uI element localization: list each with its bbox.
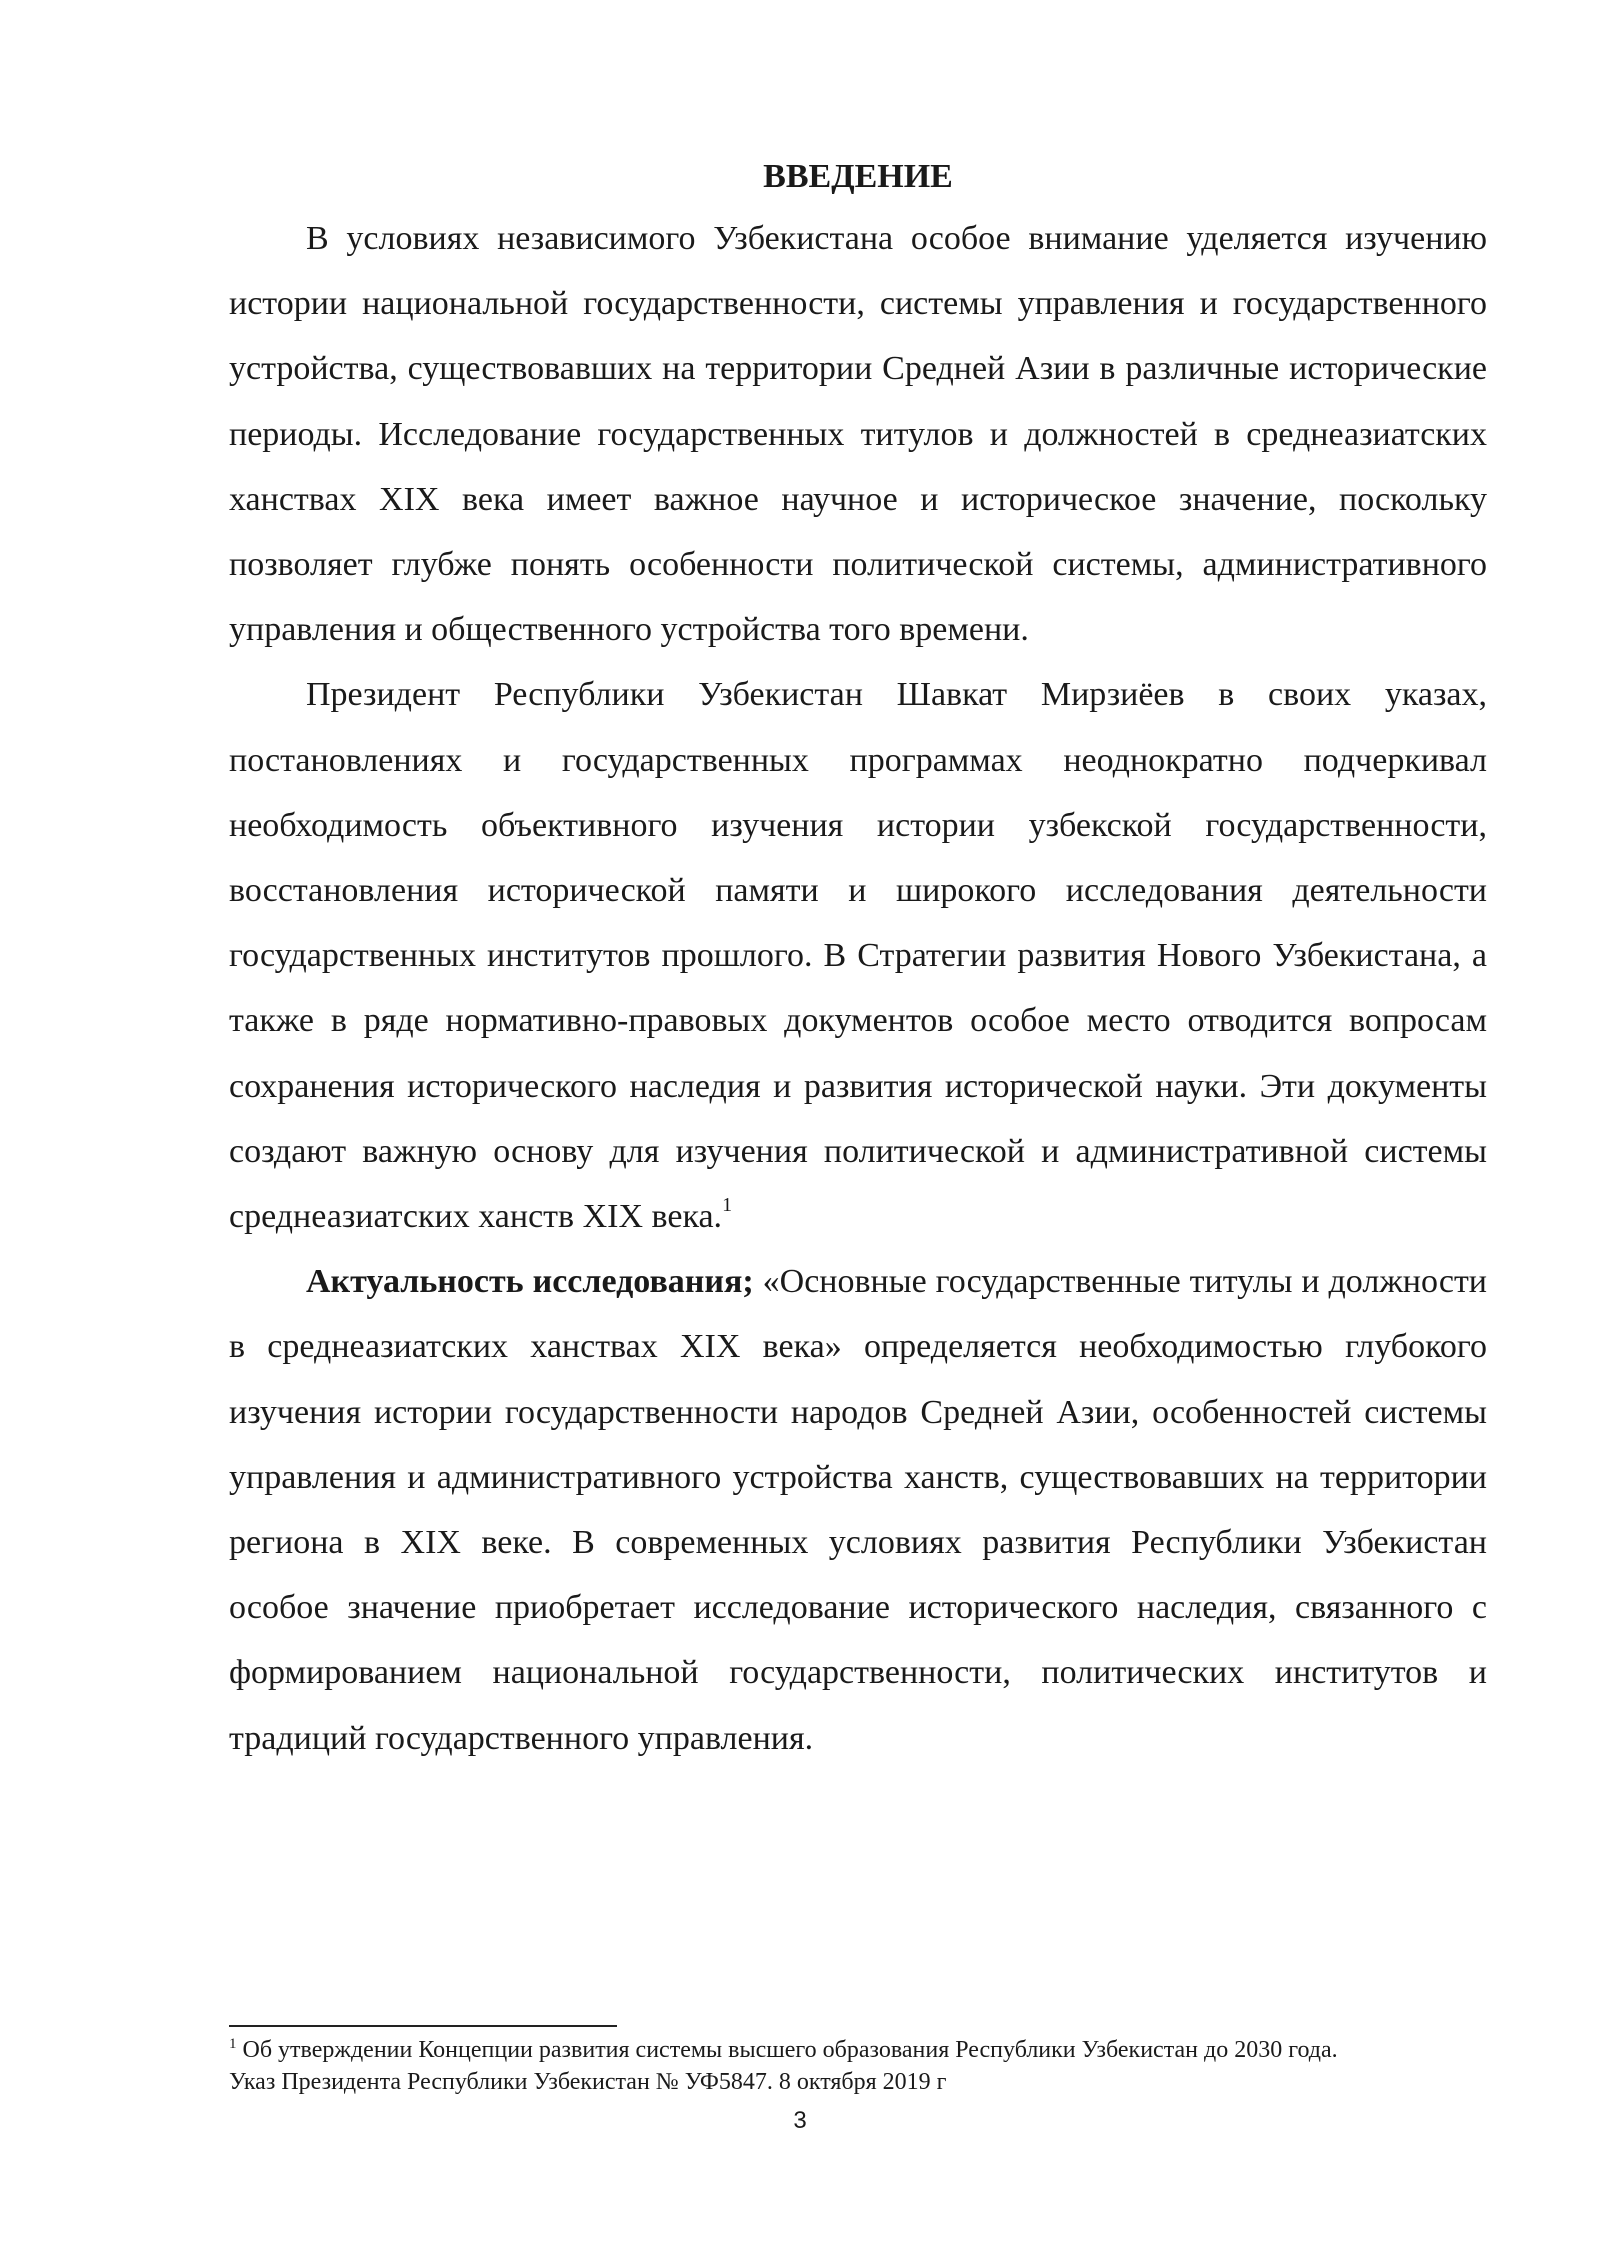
body-text: [229, 148, 1487, 1771]
paragraph-relevance: [229, 1249, 1487, 1771]
footnote: [229, 2034, 1529, 2098]
paragraph-president: [229, 662, 1487, 1249]
footnote-marker: 1: [229, 2036, 237, 2052]
page-number: 3: [793, 2107, 807, 2134]
section-heading: ВВЕДЕНИЕ: [763, 158, 953, 195]
footnote-divider: [229, 2025, 617, 2027]
paragraph-relevance-text: «Основные государственные титулы и должности в среднеазиатских ханствах XIX века» определяется необходимостью глубокого изучения истории государственности народов Средней Азии, особенностей системы управления и административного устройства ханств, существовавших на территории региона в XIX веке. В современных условиях развития Республики Узбекистан особое значение приобретает исследование исторического наследия, связанного с формированием национальной государственности, политических институтов и традиций государственного управления.: [229, 1263, 1487, 1757]
paragraph-intro-text: В условиях независимого Узбекистана особое внимание уделяется изучению истории национальной государственности, системы управления и государственного устройства, существовавших на территории Средней Азии в различные исторические периоды. Исследование государственных титулов и должностей в среднеазиатских ханствах XIX века имеет важное научное и историческое значение, поскольку позволяет глубже понять особенности политической системы, административного управления и общественного устройства того времени.: [229, 220, 1487, 649]
footnote-line-2: Указ Президента Республики Узбекистан № УФ5847. 8 октября 2019 г: [229, 2069, 947, 2095]
footnote-reference[interactable]: 1: [722, 1193, 733, 1216]
paragraph-intro: [229, 206, 1487, 662]
relevance-lead: Актуальность исследования;: [306, 1263, 754, 1301]
footnote-text-1: Об утверждении Концепции развития системы высшего образования Республики Узбекистан до 2030 года.: [236, 2037, 1338, 2063]
footnote-line-1: [229, 2034, 1529, 2066]
paragraph-president-text: Президент Республики Узбекистан Шавкат Мирзиёев в своих указах, постановлениях и государственных программах неоднократно подчеркивал необходимость объективного изучения истории узбекской государственности, восстановления исторической памяти и широкого исследования деятельности государственных институтов прошлого. В Стратегии развития Нового Узбекистана, а также в ряде нормативно-правовых документов особое место отводится вопросам сохранения исторического наследия и развития исторической науки. Эти документы создают важную основу для изучения политической и административной системы среднеазиатских ханств XIX века.: [229, 676, 1487, 1236]
